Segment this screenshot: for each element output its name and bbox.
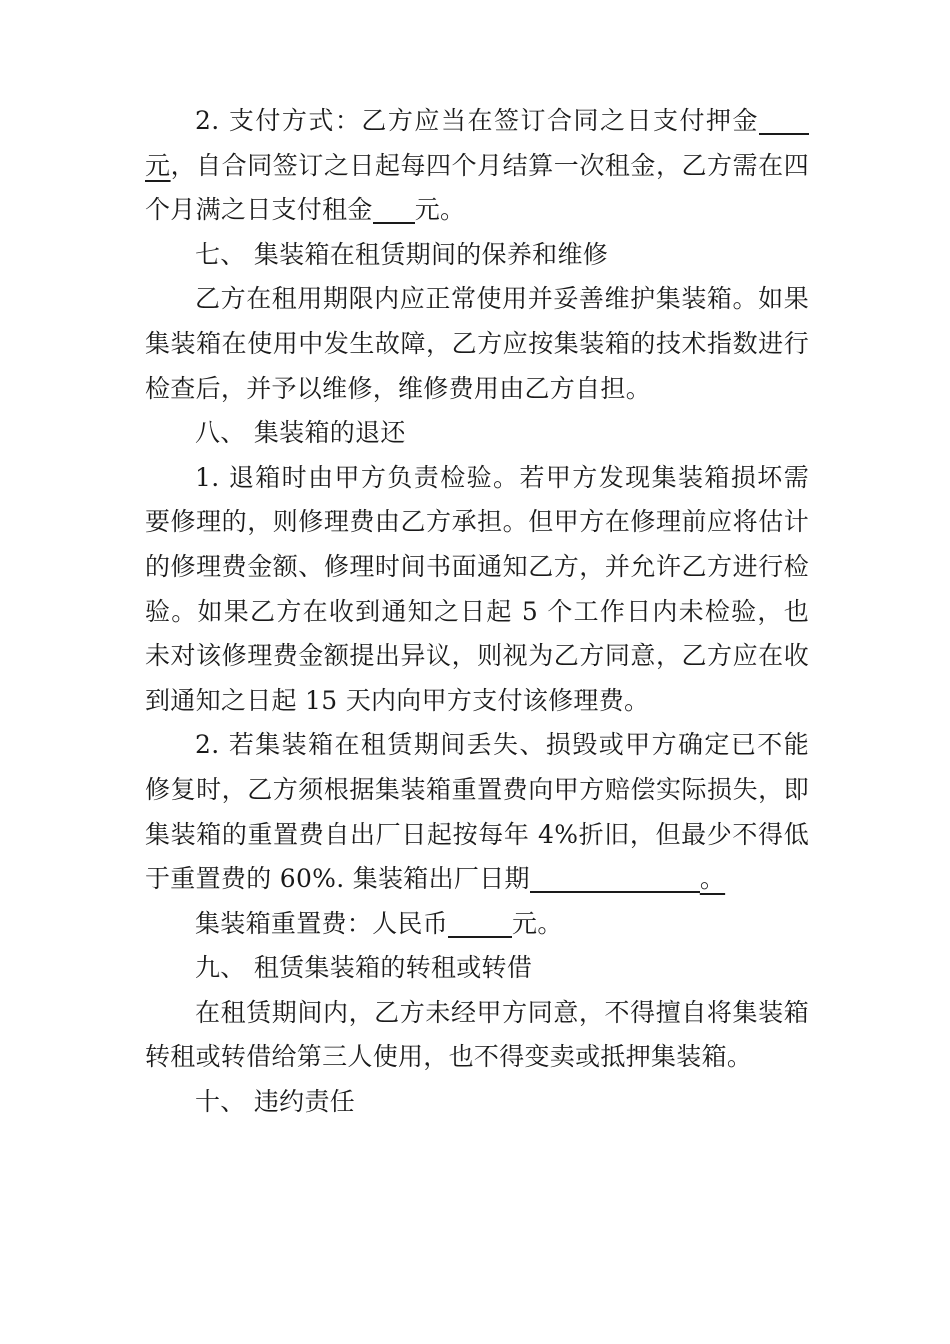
payment-clause <box>145 99 809 233</box>
section-10-heading: 十、 违约责任 <box>195 1087 356 1117</box>
payment-clause-middle: ，自合同签订之日起每四个月结算一次租金，乙方需在四个月满之日支付租金 <box>145 150 809 225</box>
document-body <box>145 99 809 1125</box>
loss-compensation-text: 2. 若集装箱在租赁期间丢失、损毁或甲方确定已不能修复时，乙方须根据集装箱重置费向甲方赔偿实际损失，即集装箱的重置费自出厂日起按每年 4%折旧，但最少不得低于重置费的 60%. 集装箱出厂日期 <box>145 730 809 894</box>
maintenance-clause: 乙方在租用期限内应正常使用并妥善维护集装箱。如果集装箱在使用中发生故障，乙方应按集装箱的技术指数进行检查后，并予以维修，维修费用由乙方自担。 <box>145 284 809 403</box>
replacement-cost-suffix: 元。 <box>512 908 563 938</box>
replacement-cost-line <box>145 902 809 947</box>
manufacture-date-suffix: 。 <box>699 864 726 894</box>
replacement-cost-blank[interactable] <box>448 906 512 938</box>
section-7-heading: 七、 集装箱在租赁期间的保养和维修 <box>195 239 609 269</box>
deposit-blank[interactable] <box>759 103 809 135</box>
deposit-unit: 元 <box>145 150 171 180</box>
sublease-clause: 在租赁期间内，乙方未经甲方同意，不得擅自将集装箱转租或转借给第三人使用，也不得变卖或抵押集装箱。 <box>145 997 809 1072</box>
rent-blank[interactable] <box>373 192 415 224</box>
manufacture-date-blank[interactable] <box>530 861 700 893</box>
section-8-heading: 八、 集装箱的退还 <box>195 418 406 448</box>
payment-clause-prefix: 2. 支付方式：乙方应当在签订合同之日支付押金 <box>195 106 759 135</box>
return-inspection-clause: 1. 退箱时由甲方负责检验。若甲方发现集装箱损坏需要修理的，则修理费由乙方承担。但甲方在修理前应将估计的修理费金额、修理时间书面通知乙方，并允许乙方进行检验。如果乙方在收到通知之日起 5 个工作日内未检验，也未对该修理费金额提出异议，则视为乙方同意，乙方应在收到通知之日起 15 天内向甲方支付该修理费。 <box>145 462 809 715</box>
section-9-heading: 九、 租赁集装箱的转租或转借 <box>195 953 533 983</box>
replacement-cost-prefix: 集装箱重置费：人民币 <box>195 908 449 938</box>
payment-clause-suffix: 元。 <box>414 195 466 225</box>
loss-compensation-clause <box>145 723 809 901</box>
